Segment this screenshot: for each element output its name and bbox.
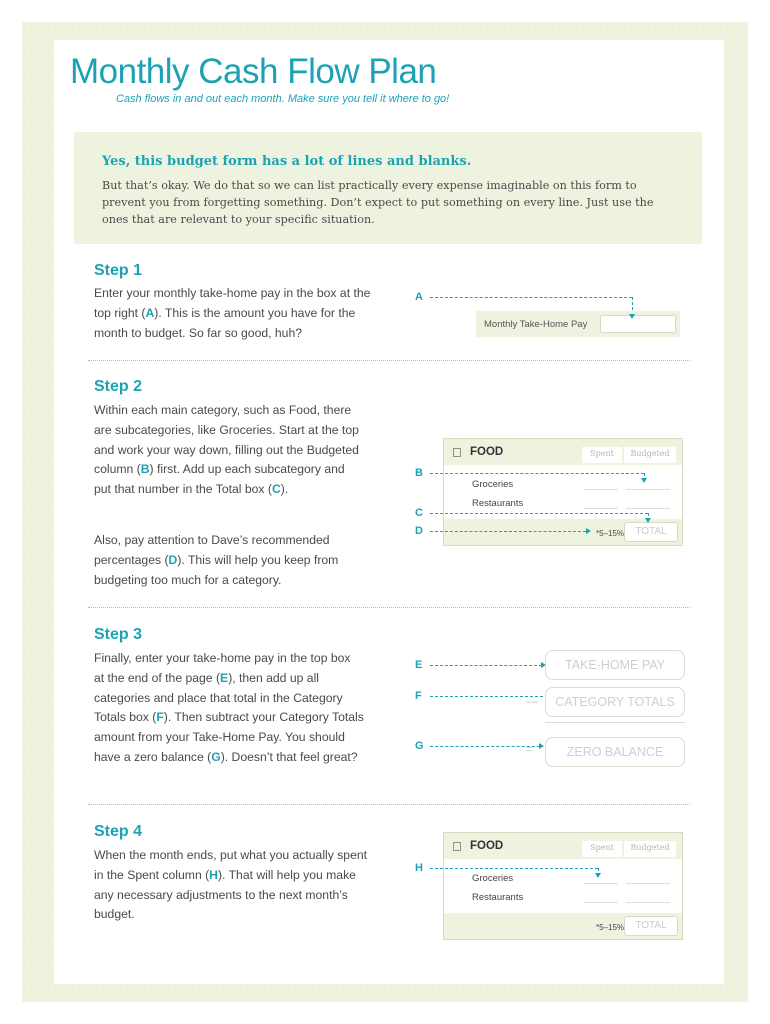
recommended-percent: *5–15% (596, 923, 625, 932)
step2-letter-b: B (415, 467, 423, 479)
take-home-pay-label: Monthly Take-Home Pay (484, 319, 588, 330)
step3-title: Step 3 (94, 626, 143, 643)
step4-title: Step 4 (94, 823, 143, 840)
step3-letter-f: F (415, 690, 422, 702)
take-home-pay-input[interactable] (600, 315, 676, 333)
step2-text: Within each main category, such as Food, there are subcategories, like Groceries. Start at the top and work your way down, filling out the Budgeted column (B) first. Add up each subcategory and put that number in the Total box (C). (94, 403, 359, 497)
row-groceries: Groceries (472, 479, 514, 490)
divider-2 (88, 607, 690, 608)
apple-icon (452, 445, 462, 460)
zero-balance-box[interactable]: ZERO BALANCE (545, 737, 685, 767)
step4-letter-h: H (415, 862, 423, 874)
step2-title: Step 2 (94, 378, 143, 395)
equals-sign: = (526, 742, 534, 756)
step1-letter-a: A (415, 291, 423, 303)
arrow-g-head (539, 743, 544, 749)
divider-3 (88, 804, 690, 805)
arrow-a (430, 297, 632, 298)
spent-line[interactable] (584, 902, 618, 903)
row-restaurants: Restaurants (472, 498, 524, 509)
divider-1 (88, 360, 690, 361)
page-subtitle: Cash flows in and out each month. Make sure you tell it where to go! (116, 93, 450, 105)
step3-letter-g: G (415, 740, 424, 752)
step2-text-2: Also, pay attention to Dave’s recommended percentages (D). This will help you keep from budgeting too much for a category. (94, 533, 339, 587)
arrow-a-head (629, 314, 635, 319)
category-totals-box[interactable]: CATEGORY TOTALS (545, 687, 685, 717)
spent-line[interactable] (584, 508, 618, 509)
arrow-c-head (645, 518, 651, 523)
budgeted-line[interactable] (626, 508, 670, 509)
notice-body: But that’s okay. We do that so we can list practically every expense imaginable on this form to prevent you from forgetting something. Don’t expect to put something on every line. Just use the ones that are relevant to your specific situation. (102, 179, 654, 226)
food-category-label: FOOD (470, 840, 504, 852)
food-card-example-1 (443, 438, 683, 546)
spent-column-header: Spent (590, 843, 614, 852)
spent-column-header: Spent (590, 449, 614, 458)
total-box[interactable]: TOTAL (624, 522, 678, 542)
arrow-b-head (641, 478, 647, 483)
arrow-c (430, 513, 648, 514)
notice-heading: Yes, this budget form has a lot of lines and blanks. (102, 154, 472, 169)
take-home-pay-box (476, 311, 680, 337)
spent-line[interactable] (584, 489, 618, 490)
row-restaurants: Restaurants (472, 892, 524, 903)
food-card-example-2 (443, 832, 683, 940)
notice-panel (74, 132, 702, 244)
budgeted-line[interactable] (626, 489, 670, 490)
budgeted-column-header: Budgeted (630, 843, 670, 852)
step4-text: When the month ends, put what you actually spent in the Spent column (H). That will help you make any necessary adjustments to the next month’s budget. (94, 848, 368, 922)
arrow-h-head (595, 873, 601, 878)
arrow-g (430, 746, 540, 747)
spent-line[interactable] (584, 883, 618, 884)
step3-letter-e: E (415, 659, 423, 671)
subtotal-rule (545, 722, 685, 723)
page-title: Monthly Cash Flow Plan (70, 52, 437, 91)
minus-sign: — (526, 694, 538, 708)
step3-text: Finally, enter your take-home pay in the top box at the end of the page (E), then add up all categories and place that total in the Category Totals box (F). Then subtract your Category Totals amount from your Take-Home Pay. You should have a zero balance (G). Doesn’t that feel great? (94, 651, 364, 764)
total-box[interactable]: TOTAL (624, 916, 678, 936)
take-home-pay-total-box[interactable]: TAKE-HOME PAY (545, 650, 685, 680)
step2-letter-d: D (415, 525, 423, 537)
arrow-e (430, 665, 542, 666)
recommended-percent: *5–15% (596, 529, 625, 538)
row-groceries: Groceries (472, 873, 514, 884)
food-category-label: FOOD (470, 446, 504, 458)
budgeted-line[interactable] (626, 902, 670, 903)
arrow-d (430, 531, 586, 532)
arrow-h (430, 868, 598, 869)
budgeted-line[interactable] (626, 883, 670, 884)
apple-icon (452, 839, 462, 854)
step2-letter-c: C (415, 507, 423, 519)
arrow-d-head (586, 528, 591, 534)
step1-title: Step 1 (94, 262, 143, 279)
arrow-b (430, 473, 644, 474)
budgeted-column-header: Budgeted (630, 449, 670, 458)
step1-text: Enter your monthly take-home pay in the box at the top right (A). This is the amount you have for the month to budget. So far so good, huh? (94, 286, 371, 340)
